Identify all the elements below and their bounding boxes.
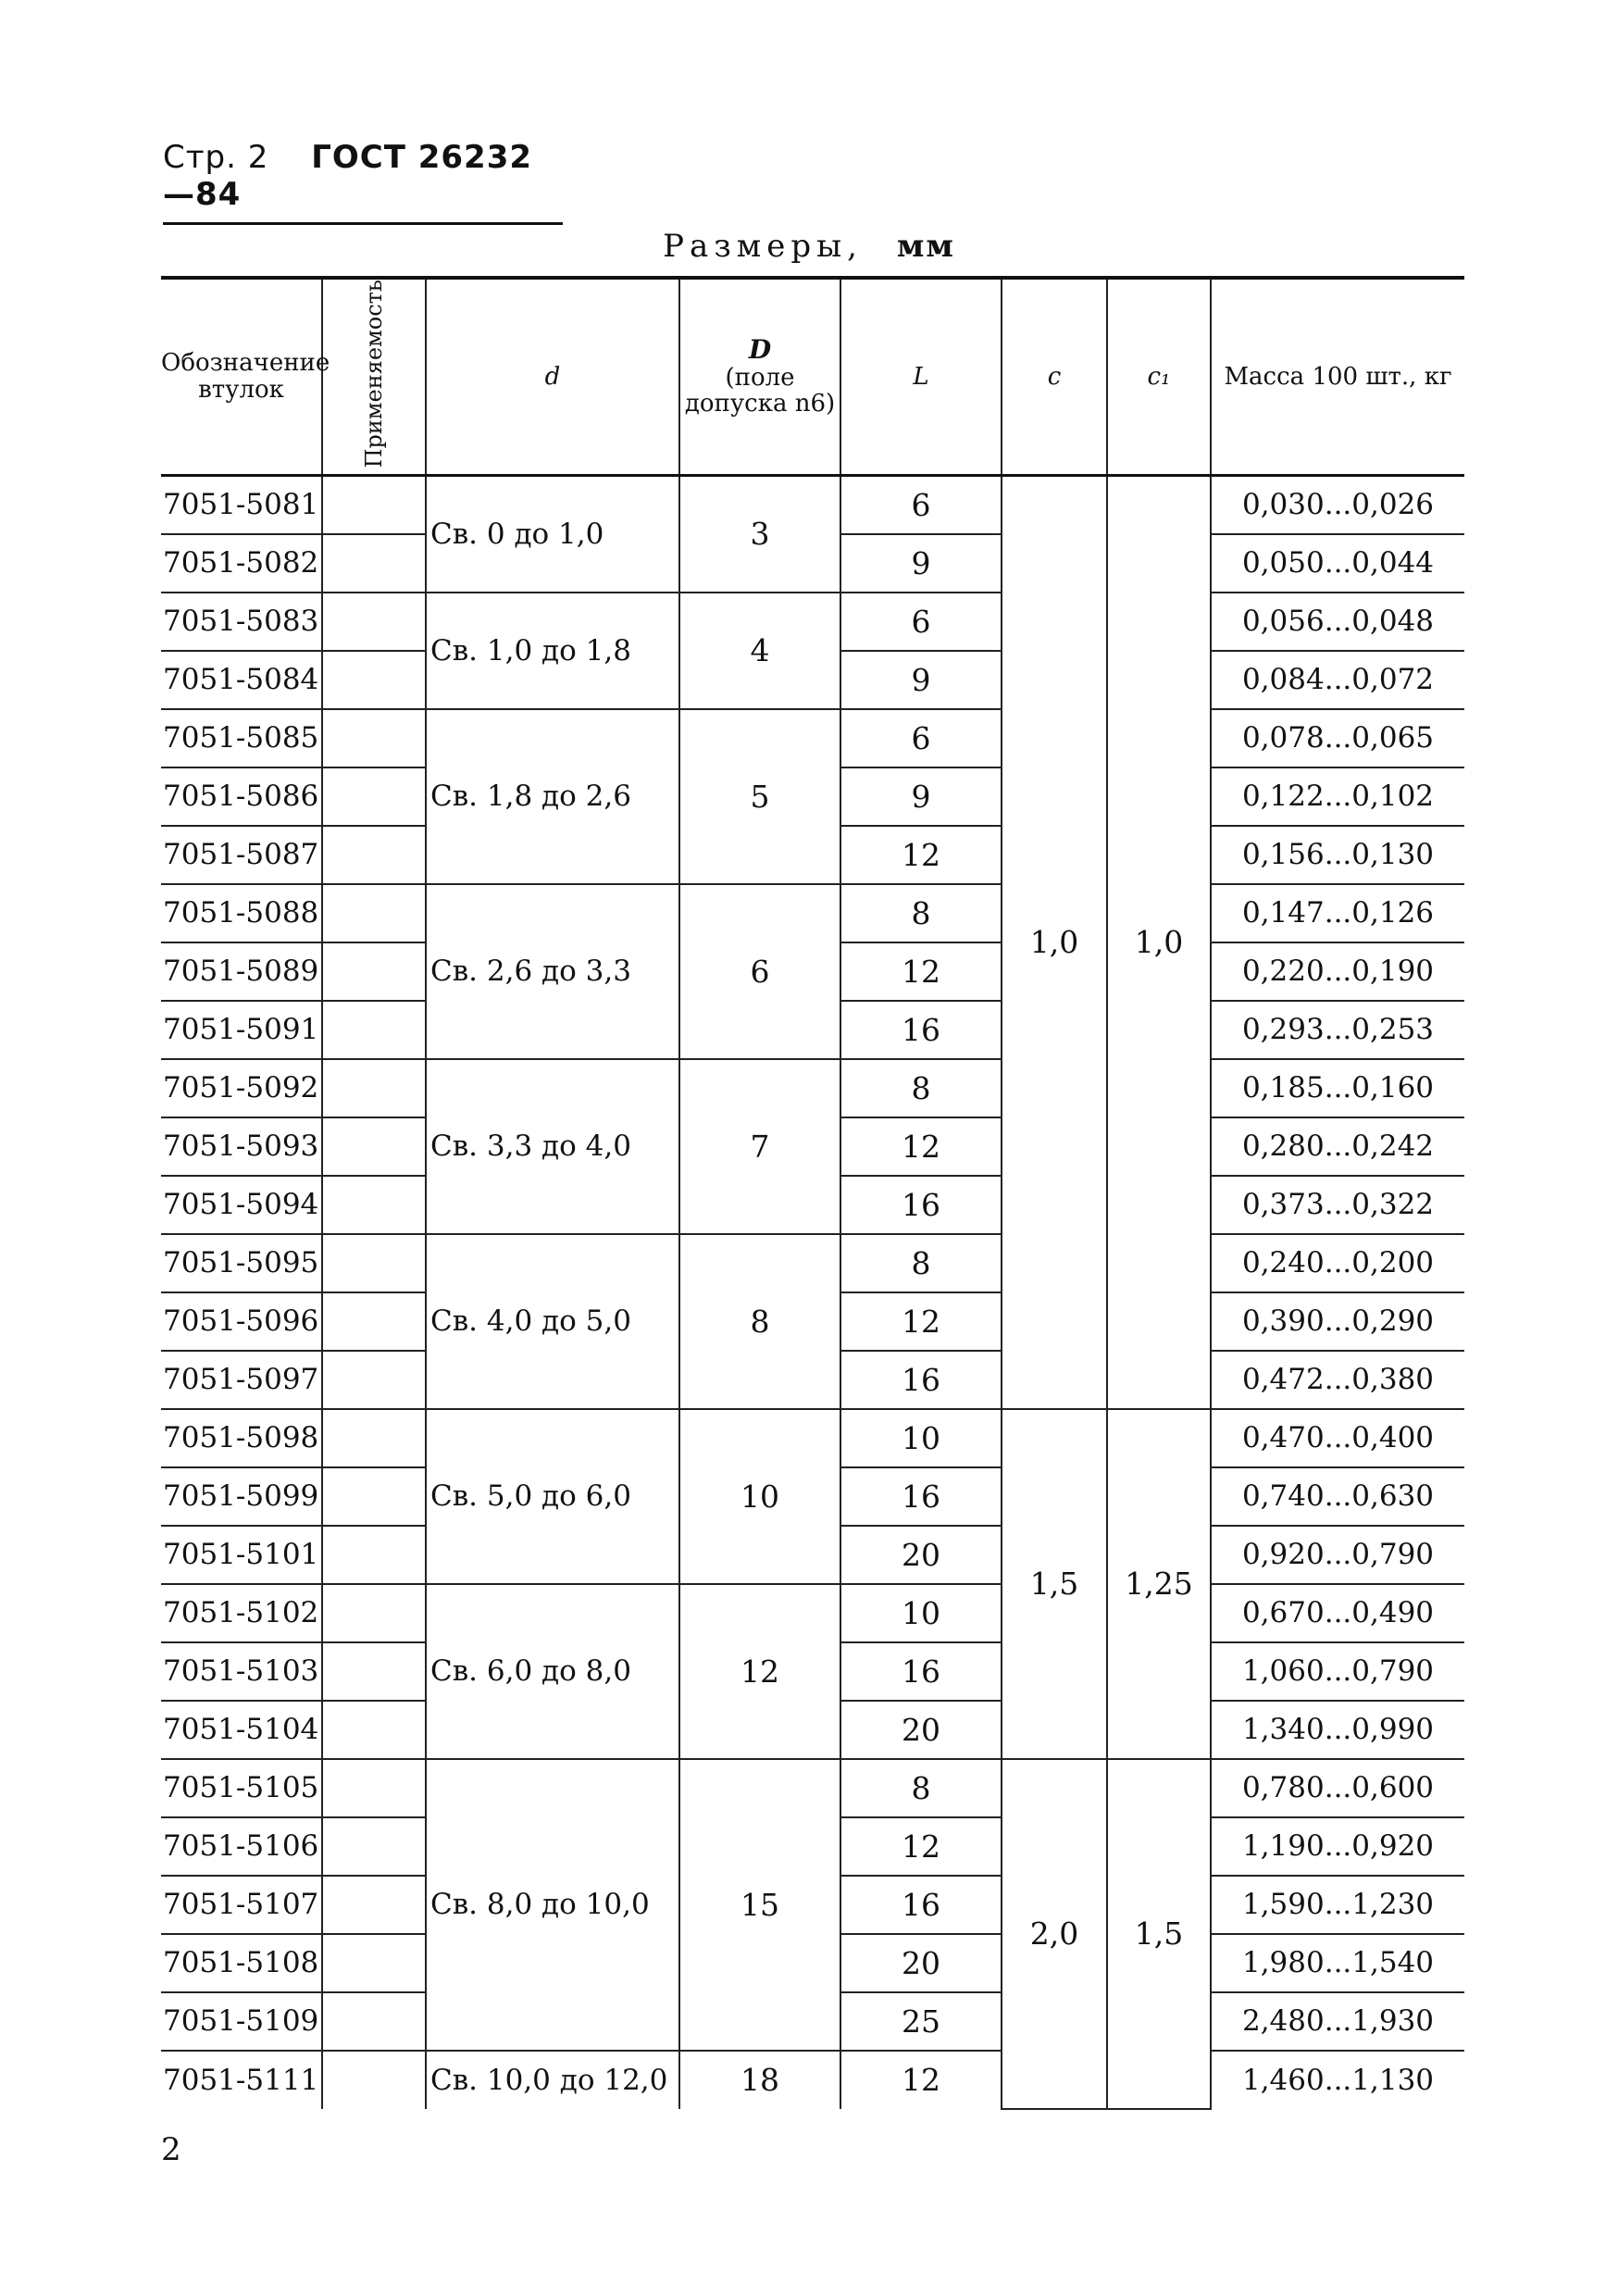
L-value-cell: 20 bbox=[840, 1526, 1002, 1584]
col-D-note: (поле допуска n6) bbox=[684, 363, 836, 418]
L-value-cell: 8 bbox=[840, 1059, 1002, 1117]
mass-value-cell: 0,920...0,790 bbox=[1211, 1526, 1464, 1584]
L-value-cell: 6 bbox=[840, 476, 1002, 534]
designation-cell: 7051-5102 bbox=[161, 1584, 322, 1642]
applicability-cell bbox=[322, 1526, 426, 1584]
designation-cell: 7051-5107 bbox=[161, 1876, 322, 1934]
table-row bbox=[161, 1059, 1464, 1117]
applicability-cell bbox=[322, 593, 426, 651]
mass-value-cell: 0,156...0,130 bbox=[1211, 826, 1464, 884]
designation-cell: 7051-5087 bbox=[161, 826, 322, 884]
table-row bbox=[161, 884, 1464, 942]
L-value-cell: 12 bbox=[840, 826, 1002, 884]
mass-value-cell: 0,185...0,160 bbox=[1211, 1059, 1464, 1117]
applicability-cell bbox=[322, 709, 426, 767]
designation-cell: 7051-5098 bbox=[161, 1409, 322, 1467]
applicability-cell bbox=[322, 1351, 426, 1409]
col-c1: c₁ bbox=[1107, 278, 1211, 476]
L-value-cell: 12 bbox=[840, 1117, 1002, 1176]
c-value-cell: 1,0 bbox=[1002, 476, 1107, 1409]
L-value-cell: 9 bbox=[840, 651, 1002, 709]
L-value-cell: 16 bbox=[840, 1876, 1002, 1934]
mass-value-cell: 0,220...0,190 bbox=[1211, 942, 1464, 1001]
col-c: c bbox=[1002, 278, 1107, 476]
L-value-cell: 10 bbox=[840, 1409, 1002, 1467]
designation-cell: 7051-5103 bbox=[161, 1642, 322, 1701]
mass-value-cell: 1,460...1,130 bbox=[1211, 2051, 1464, 2109]
mass-value-cell: 1,980...1,540 bbox=[1211, 1934, 1464, 1992]
applicability-cell bbox=[322, 1992, 426, 2051]
table-row bbox=[161, 1584, 1464, 1642]
dimensions-table-wrapper bbox=[161, 276, 1464, 2110]
applicability-cell bbox=[322, 1292, 426, 1351]
L-value-cell: 10 bbox=[840, 1584, 1002, 1642]
mass-value-cell: 0,084...0,072 bbox=[1211, 651, 1464, 709]
designation-cell: 7051-5093 bbox=[161, 1117, 322, 1176]
applicability-cell bbox=[322, 1642, 426, 1701]
D-value-cell: 12 bbox=[679, 1584, 840, 1759]
applicability-cell bbox=[322, 942, 426, 1001]
page-header bbox=[163, 139, 563, 225]
caption-text: Размеры, bbox=[663, 228, 863, 265]
col-D bbox=[679, 278, 840, 476]
D-value-cell: 18 bbox=[679, 2051, 840, 2109]
col-d: d bbox=[426, 278, 679, 476]
D-value-cell: 15 bbox=[679, 1759, 840, 2051]
L-value-cell: 6 bbox=[840, 593, 1002, 651]
mass-value-cell: 0,780...0,600 bbox=[1211, 1759, 1464, 1817]
D-value-cell: 6 bbox=[679, 884, 840, 1059]
L-value-cell: 12 bbox=[840, 2051, 1002, 2109]
applicability-cell bbox=[322, 476, 426, 534]
applicability-cell bbox=[322, 767, 426, 826]
mass-value-cell: 0,280...0,242 bbox=[1211, 1117, 1464, 1176]
L-value-cell: 12 bbox=[840, 942, 1002, 1001]
page-number: 2 bbox=[161, 2131, 181, 2168]
d-range-cell: Св. 5,0 до 6,0 bbox=[426, 1409, 679, 1584]
designation-cell: 7051-5108 bbox=[161, 1934, 322, 1992]
d-range-cell: Св. 2,6 до 3,3 bbox=[426, 884, 679, 1059]
mass-value-cell: 0,390...0,290 bbox=[1211, 1292, 1464, 1351]
mass-value-cell: 0,030...0,026 bbox=[1211, 476, 1464, 534]
d-range-cell: Св. 3,3 до 4,0 bbox=[426, 1059, 679, 1234]
designation-cell: 7051-5082 bbox=[161, 534, 322, 593]
c1-value-cell: 1,0 bbox=[1107, 476, 1211, 1409]
L-value-cell: 8 bbox=[840, 1759, 1002, 1817]
designation-cell: 7051-5104 bbox=[161, 1701, 322, 1759]
applicability-cell bbox=[322, 1176, 426, 1234]
designation-cell: 7051-5106 bbox=[161, 1817, 322, 1876]
mass-value-cell: 1,060...0,790 bbox=[1211, 1642, 1464, 1701]
mass-value-cell: 0,670...0,490 bbox=[1211, 1584, 1464, 1642]
designation-cell: 7051-5101 bbox=[161, 1526, 322, 1584]
designation-cell: 7051-5109 bbox=[161, 1992, 322, 2051]
col-applicability bbox=[322, 278, 426, 476]
table-row bbox=[161, 476, 1464, 534]
d-range-cell: Св. 1,8 до 2,6 bbox=[426, 709, 679, 884]
L-value-cell: 9 bbox=[840, 534, 1002, 593]
mass-value-cell: 0,470...0,400 bbox=[1211, 1409, 1464, 1467]
caption-unit: мм bbox=[896, 228, 955, 265]
d-range-cell: Св. 6,0 до 8,0 bbox=[426, 1584, 679, 1759]
c1-value-cell: 1,5 bbox=[1107, 1759, 1211, 2109]
table-row bbox=[161, 1759, 1464, 1817]
mass-value-cell: 0,056...0,048 bbox=[1211, 593, 1464, 651]
applicability-cell bbox=[322, 1584, 426, 1642]
L-value-cell: 16 bbox=[840, 1642, 1002, 1701]
D-value-cell: 4 bbox=[679, 593, 840, 709]
mass-value-cell: 0,122...0,102 bbox=[1211, 767, 1464, 826]
designation-cell: 7051-5086 bbox=[161, 767, 322, 826]
mass-value-cell: 0,740...0,630 bbox=[1211, 1467, 1464, 1526]
mass-value-cell: 1,190...0,920 bbox=[1211, 1817, 1464, 1876]
applicability-cell bbox=[322, 1467, 426, 1526]
col-mass: Масса 100 шт., кг bbox=[1211, 278, 1464, 476]
designation-cell: 7051-5081 bbox=[161, 476, 322, 534]
c1-value-cell: 1,25 bbox=[1107, 1409, 1211, 1759]
designation-cell: 7051-5094 bbox=[161, 1176, 322, 1234]
col-designation: Обозначение втулок bbox=[161, 278, 322, 476]
L-value-cell: 8 bbox=[840, 884, 1002, 942]
mass-value-cell: 1,340...0,990 bbox=[1211, 1701, 1464, 1759]
applicability-cell bbox=[322, 826, 426, 884]
designation-cell: 7051-5084 bbox=[161, 651, 322, 709]
mass-value-cell: 0,472...0,380 bbox=[1211, 1351, 1464, 1409]
D-value-cell: 5 bbox=[679, 709, 840, 884]
designation-cell: 7051-5096 bbox=[161, 1292, 322, 1351]
designation-cell: 7051-5089 bbox=[161, 942, 322, 1001]
D-value-cell: 7 bbox=[679, 1059, 840, 1234]
mass-value-cell: 0,293...0,253 bbox=[1211, 1001, 1464, 1059]
designation-cell: 7051-5095 bbox=[161, 1234, 322, 1292]
col-D-symbol: D bbox=[748, 334, 772, 365]
table-header-row bbox=[161, 278, 1464, 476]
applicability-cell bbox=[322, 1759, 426, 1817]
d-range-cell: Св. 4,0 до 5,0 bbox=[426, 1234, 679, 1409]
L-value-cell: 20 bbox=[840, 1701, 1002, 1759]
table-row bbox=[161, 1234, 1464, 1292]
applicability-cell bbox=[322, 2051, 426, 2109]
applicability-cell bbox=[322, 1817, 426, 1876]
standard-number: ГОСТ 26232—84 bbox=[163, 139, 533, 213]
L-value-cell: 16 bbox=[840, 1176, 1002, 1234]
designation-cell: 7051-5105 bbox=[161, 1759, 322, 1817]
designation-cell: 7051-5083 bbox=[161, 593, 322, 651]
mass-value-cell: 0,147...0,126 bbox=[1211, 884, 1464, 942]
applicability-cell bbox=[322, 1001, 426, 1059]
L-value-cell: 25 bbox=[840, 1992, 1002, 2051]
d-range-cell: Св. 8,0 до 10,0 bbox=[426, 1759, 679, 2051]
D-value-cell: 10 bbox=[679, 1409, 840, 1584]
designation-cell: 7051-5091 bbox=[161, 1001, 322, 1059]
mass-value-cell: 0,078...0,065 bbox=[1211, 709, 1464, 767]
designation-cell: 7051-5092 bbox=[161, 1059, 322, 1117]
L-value-cell: 12 bbox=[840, 1292, 1002, 1351]
table-row bbox=[161, 1409, 1464, 1467]
designation-cell: 7051-5097 bbox=[161, 1351, 322, 1409]
col-L: L bbox=[840, 278, 1002, 476]
col-applicability-label: Применяемость bbox=[360, 280, 387, 468]
applicability-cell bbox=[322, 884, 426, 942]
table-body bbox=[161, 476, 1464, 2109]
applicability-cell bbox=[322, 1059, 426, 1117]
applicability-cell bbox=[322, 651, 426, 709]
designation-cell: 7051-5088 bbox=[161, 884, 322, 942]
d-range-cell: Св. 0 до 1,0 bbox=[426, 476, 679, 593]
page-label: Стр. 2 bbox=[163, 139, 269, 176]
L-value-cell: 9 bbox=[840, 767, 1002, 826]
applicability-cell bbox=[322, 534, 426, 593]
applicability-cell bbox=[322, 1409, 426, 1467]
table-row bbox=[161, 709, 1464, 767]
L-value-cell: 20 bbox=[840, 1934, 1002, 1992]
mass-value-cell: 1,590...1,230 bbox=[1211, 1876, 1464, 1934]
L-value-cell: 8 bbox=[840, 1234, 1002, 1292]
L-value-cell: 16 bbox=[840, 1351, 1002, 1409]
applicability-cell bbox=[322, 1876, 426, 1934]
D-value-cell: 8 bbox=[679, 1234, 840, 1409]
designation-cell: 7051-5099 bbox=[161, 1467, 322, 1526]
mass-value-cell: 2,480...1,930 bbox=[1211, 1992, 1464, 2051]
c-value-cell: 1,5 bbox=[1002, 1409, 1107, 1759]
d-range-cell: Св. 10,0 до 12,0 bbox=[426, 2051, 679, 2109]
applicability-cell bbox=[322, 1701, 426, 1759]
table-row bbox=[161, 593, 1464, 651]
mass-value-cell: 0,373...0,322 bbox=[1211, 1176, 1464, 1234]
mass-value-cell: 0,050...0,044 bbox=[1211, 534, 1464, 593]
table-row bbox=[161, 2051, 1464, 2109]
mass-value-cell: 0,240...0,200 bbox=[1211, 1234, 1464, 1292]
dimensions-table bbox=[161, 276, 1464, 2110]
L-value-cell: 12 bbox=[840, 1817, 1002, 1876]
D-value-cell: 3 bbox=[679, 476, 840, 593]
L-value-cell: 6 bbox=[840, 709, 1002, 767]
L-value-cell: 16 bbox=[840, 1001, 1002, 1059]
c-value-cell: 2,0 bbox=[1002, 1759, 1107, 2109]
applicability-cell bbox=[322, 1117, 426, 1176]
designation-cell: 7051-5085 bbox=[161, 709, 322, 767]
designation-cell: 7051-5111 bbox=[161, 2051, 322, 2109]
applicability-cell bbox=[322, 1934, 426, 1992]
table-caption bbox=[0, 228, 1618, 265]
L-value-cell: 16 bbox=[840, 1467, 1002, 1526]
applicability-cell bbox=[322, 1234, 426, 1292]
d-range-cell: Св. 1,0 до 1,8 bbox=[426, 593, 679, 709]
